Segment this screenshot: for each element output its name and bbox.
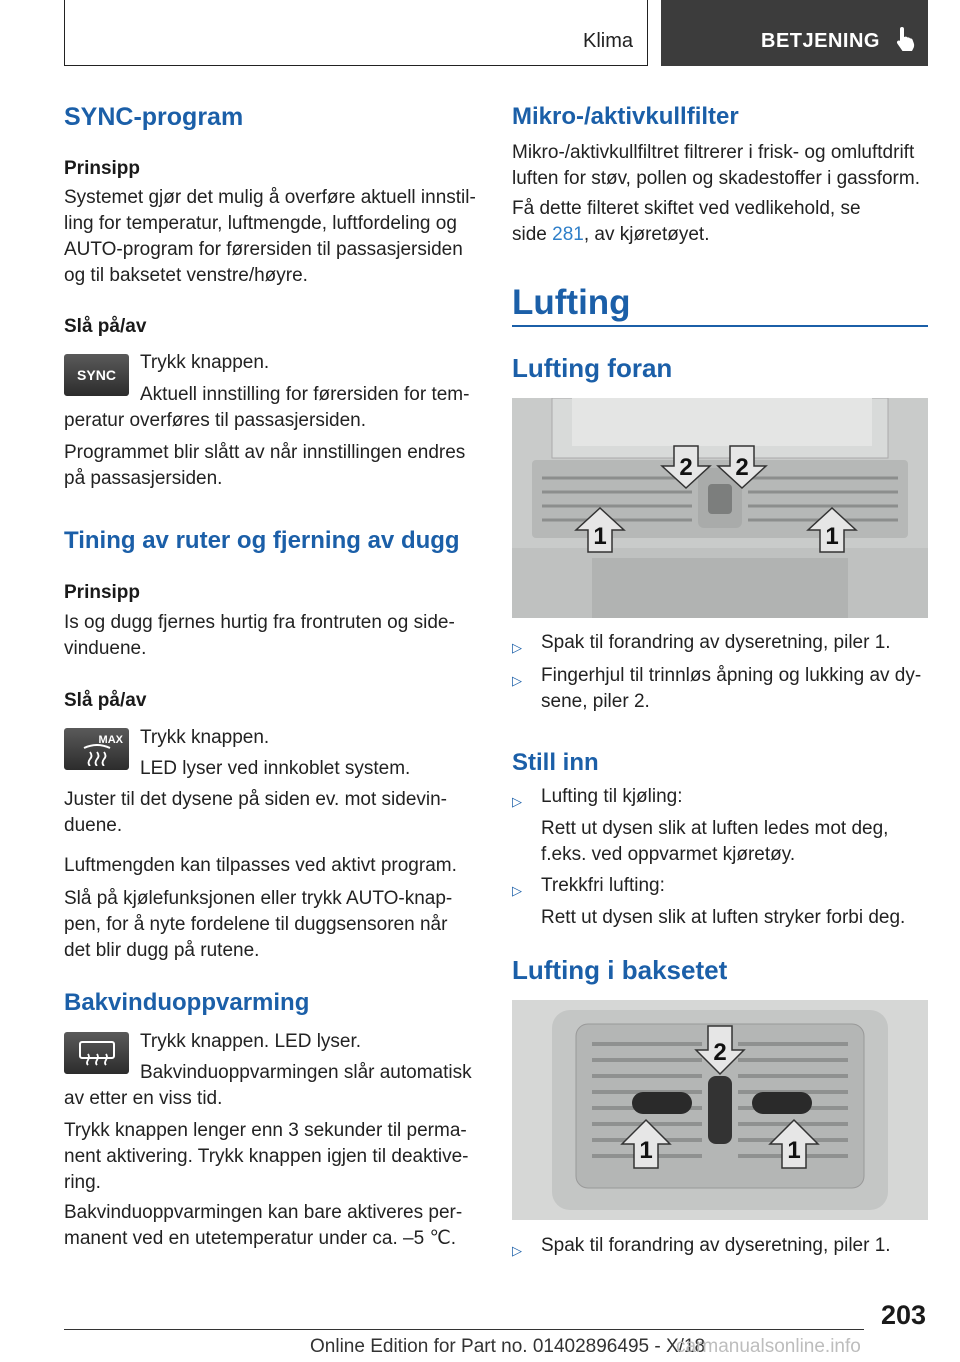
rear-press-text: Trykk knappen. LED lyser. [140,1031,362,1052]
front-vent-image [512,398,928,618]
text-line: Trekkfri lufting: [541,875,665,896]
defog-led-text: LED lyser ved innkoblet system. [140,758,411,779]
text-line: f.eks. ved oppvarmet kjøretøy. [541,844,796,865]
text-line: Bakvinduoppvarmingen slår automatisk [140,1062,472,1083]
list-item [512,1233,932,1259]
text-line: sene, piler 2. [541,691,650,712]
sync-button-label: SYNC [77,367,116,383]
text-line: Juster til det dysene på siden ev. mot sidevin- [64,789,448,810]
list-item [512,630,932,656]
sync-title: SYNC-program [64,103,244,131]
rear-text-3 [64,1200,484,1252]
arrow-label: 2 [679,454,693,481]
bullet-triangle-icon: ▷ [512,673,522,688]
bullet-triangle-icon: ▷ [512,883,522,898]
text-line: og til baksetet venstre/høyre. [64,265,308,286]
adjust-b2-text: Rett ut dysen slik at luften stryker forbi deg. [541,907,906,928]
text-line: nent aktivering. Trykk knappen igjen til deaktive- [64,1146,469,1167]
defog-principle-heading: Prinsipp [64,582,141,603]
filter-text-1 [512,140,932,192]
defog-text-2: Luftmengden kan tilpasses ved aktivt program. [64,855,457,876]
text-fragment: side [512,224,553,245]
hand-pointer-icon [895,26,917,52]
text-line: Trykk knappen lenger enn 3 sekunder til perma- [64,1120,467,1141]
ventilation-title: Lufting [512,283,631,322]
defog-title: Tining av ruter og fjerning av dugg [64,527,460,554]
front-vent-illustration [512,398,928,618]
defrost-max-label: MAX [98,734,123,746]
rear-vent-illustration [512,1000,928,1220]
rear-vent-title: Lufting i baksetet [512,955,728,985]
text-line: det blir dugg på rutene. [64,940,260,961]
page-header [64,0,928,66]
defrost-icon [82,744,112,766]
list-item [512,663,932,715]
list-item [512,873,932,899]
text-line: Systemet gjør det mulig å overføre aktuell innstil- [64,187,476,208]
arrow-label: 1 [593,523,607,550]
rear-vent-image [512,1000,928,1220]
text-line: Spak til forandring av dyseretning, piler 1. [541,632,891,653]
text-line: Is og dugg fjernes hurtig fra frontruten og side- [64,612,455,633]
arrow-label: 2 [735,454,749,481]
rear-defrost-title: Bakvinduoppvarming [64,989,310,1016]
text-line: på passasjersiden. [64,468,223,489]
text-line: manent ved en utetemperatur under ca. –5 ℃. [64,1228,457,1249]
section-tab [64,0,648,66]
text-line: Spak til forandring av dyseretning, piler 1. [541,1235,891,1256]
chapter-tab [661,0,928,66]
sync-onoff-heading: Slå på/av [64,316,147,337]
defrost-max-button-image [64,728,129,770]
text-fragment: , av kjøretøyet. [583,224,710,245]
sync-press-text: Trykk knappen. [140,352,270,373]
text-line: peratur overføres til passasjersiden. [64,410,367,431]
defog-principle-text [64,610,484,662]
bullet-triangle-icon: ▷ [512,640,522,655]
watermark: carmanualsonline.info [676,1336,861,1357]
arrow-label: 1 [639,1137,653,1164]
filter-text-2 [512,196,932,248]
text-line: pen, for å nyte fordelene til duggsensoren når [64,914,448,935]
arrow-label: 1 [825,523,839,550]
list-item [512,784,932,810]
text-line: Aktuell innstilling for førersiden for tem- [140,384,470,405]
rear-text-1 [64,1060,484,1112]
text-line: luften for støv, pollen og skadestoffer i gassform. [512,168,920,189]
defog-text-1 [64,787,484,839]
front-vent-title: Lufting foran [512,353,673,383]
title-rule [512,325,928,327]
rear-text-2 [64,1118,484,1196]
text-line: vinduene. [64,638,147,659]
text-line: Bakvinduoppvarmingen kan bare aktiveres per- [64,1202,463,1223]
footer-rule [64,1329,864,1330]
text-line: Programmet blir slått av når innstillingen endres [64,442,466,463]
text-line: Rett ut dysen slik at luften ledes mot deg, [541,818,889,839]
text-line: ring. [64,1172,101,1193]
text-line: av etter en viss tid. [64,1088,223,1109]
text-line: Få dette filteret skiftet ved vedlikehold, se [512,198,861,219]
text-line: Lufting til kjøling: [541,786,683,807]
chapter-label: BETJENING [761,30,880,52]
text-line: Slå på kjølefunksjonen eller trykk AUTO-knap- [64,888,453,909]
sync-principle-text [64,185,484,289]
page-number: 203 [880,1300,926,1330]
edition-text: Online Edition for Part no. 01402896495 - X/18 [310,1336,706,1357]
arrow-label: 1 [787,1137,801,1164]
text-line: duene. [64,815,123,836]
sync-principle-heading: Prinsipp [64,158,141,179]
bullet-triangle-icon: ▷ [512,1243,522,1258]
arrow-label: 2 [713,1039,727,1066]
defog-press-text: Trykk knappen. [140,727,270,748]
page-link-281[interactable]: 281 [552,224,584,245]
sync-text-1 [64,382,484,434]
text-line: Fingerhjul til trinnløs åpning og lukking av dy- [541,665,922,686]
adjust-title: Still inn [512,749,599,776]
bullet-triangle-icon: ▷ [512,794,522,809]
defog-onoff-heading: Slå på/av [64,690,147,711]
section-label: Klima [582,30,633,52]
text-line: Mikro-/aktivkullfiltret filtrerer i frisk- og omluftdrift [512,142,915,163]
text-line [512,222,932,248]
text-line: AUTO-program for førersiden til passasjersiden [64,239,463,260]
defog-text-3 [64,886,484,964]
text-line: ling for temperatur, luftmengde, luftfordeling og [64,213,457,234]
adjust-b1-text [541,816,941,868]
filter-title: Mikro-/aktivkullfilter [512,103,739,130]
sync-text-2 [64,440,484,492]
